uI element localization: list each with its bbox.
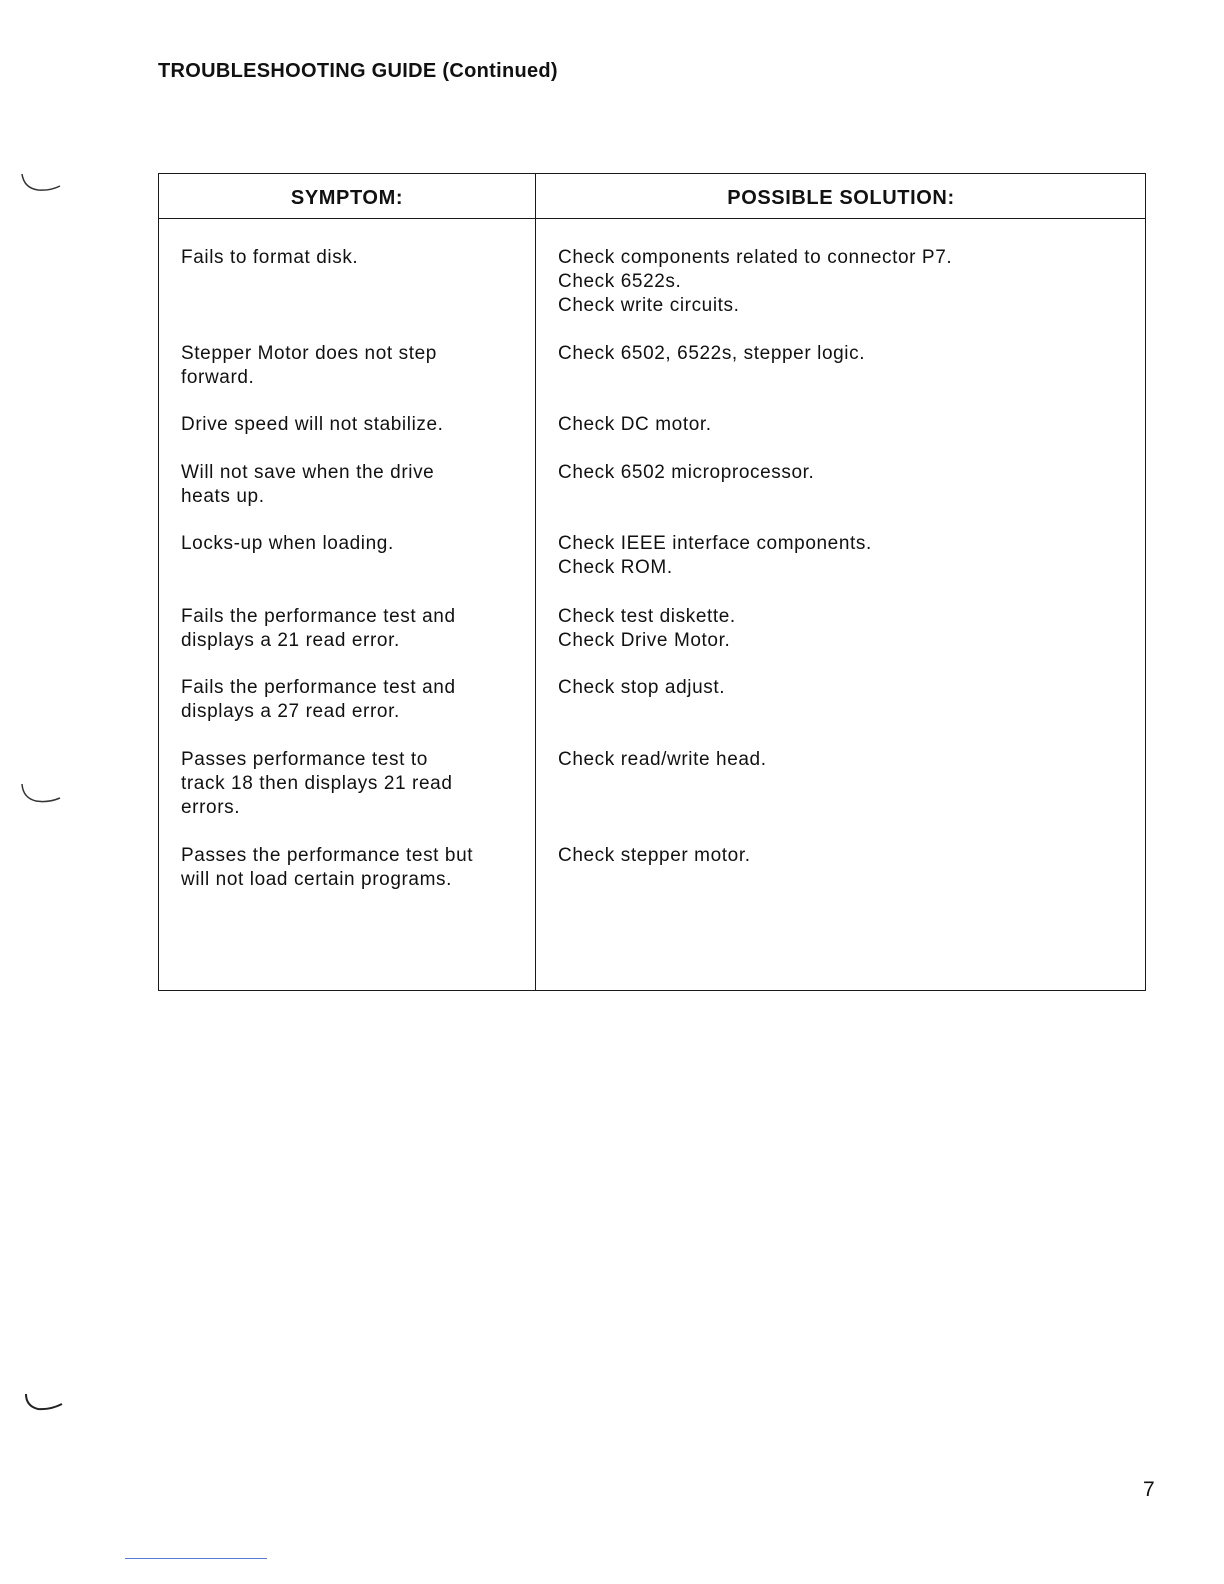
solution-line: Check DC motor.: [558, 414, 712, 435]
symptom-cell: [181, 844, 526, 892]
symptom-line: Fails the performance test and: [181, 606, 456, 627]
symptom-line: Fails the performance test and: [181, 677, 456, 698]
table-header-row: [159, 174, 1145, 219]
symptom-cell: [181, 748, 526, 820]
solution-cell: [558, 413, 1138, 437]
symptom-line: heats up.: [181, 486, 265, 507]
symptom-line: Drive speed will not stabilize.: [181, 414, 444, 435]
symptom-column-header: SYMPTOM:: [290, 187, 404, 209]
solution-column-header: POSSIBLE SOLUTION:: [727, 187, 955, 209]
solution-cell: [558, 748, 1138, 772]
solution-line: Check read/write head.: [558, 749, 767, 770]
bottom-rule: [125, 1558, 267, 1559]
solution-line: Check test diskette.: [558, 606, 736, 627]
symptom-line: forward.: [181, 367, 255, 388]
symptom-line: errors.: [181, 797, 241, 818]
symptom-cell: [181, 605, 526, 653]
symptom-line: displays a 21 read error.: [181, 630, 400, 651]
page-title-continued: (Continued): [442, 60, 558, 82]
symptom-line: Passes performance test to: [181, 749, 428, 770]
symptom-line: Stepper Motor does not step: [181, 343, 437, 364]
solution-cell: [558, 532, 1138, 580]
binding-hole-mark: [18, 782, 64, 810]
solution-line: Check 6502 microprocessor.: [558, 462, 815, 483]
page-number: 7: [1143, 1478, 1155, 1501]
solution-line: Check stop adjust.: [558, 677, 726, 698]
binding-hole-mark: [18, 170, 64, 198]
solution-cell: [558, 844, 1138, 868]
symptom-line: Locks-up when loading.: [181, 533, 394, 554]
solution-line: Check Drive Motor.: [558, 630, 731, 651]
symptom-line: track 18 then displays 21 read: [181, 773, 453, 794]
solution-line: Check stepper motor.: [558, 845, 751, 866]
solution-line: Check ROM.: [558, 557, 673, 578]
symptom-cell: [181, 246, 526, 270]
solution-cell: [558, 461, 1138, 485]
solution-line: Check write circuits.: [558, 295, 740, 316]
symptom-line: will not load certain programs.: [181, 869, 452, 890]
solution-line: Check 6522s.: [558, 271, 682, 292]
solution-line: Check components related to connector P7.: [558, 247, 953, 268]
symptom-line: displays a 27 read error.: [181, 701, 400, 722]
symptom-line: Fails to format disk.: [181, 247, 359, 268]
troubleshooting-table: [158, 173, 1146, 991]
page-title-main: TROUBLESHOOTING GUIDE: [158, 60, 437, 82]
page-title: [158, 60, 558, 83]
symptom-cell: [181, 532, 526, 556]
symptom-cell: [181, 676, 526, 724]
solution-cell: [558, 246, 1138, 318]
solution-line: Check 6502, 6522s, stepper logic.: [558, 343, 866, 364]
binding-hole-mark: [18, 1390, 64, 1418]
column-divider: [535, 174, 536, 990]
solution-cell: [558, 342, 1138, 366]
solution-cell: [558, 676, 1138, 700]
symptom-cell: [181, 413, 526, 437]
solution-line: Check IEEE interface components.: [558, 533, 872, 554]
symptom-line: Passes the performance test but: [181, 845, 474, 866]
symptom-line: Will not save when the drive: [181, 462, 435, 483]
symptom-cell: [181, 461, 526, 509]
solution-cell: [558, 605, 1138, 653]
symptom-cell: [181, 342, 526, 390]
